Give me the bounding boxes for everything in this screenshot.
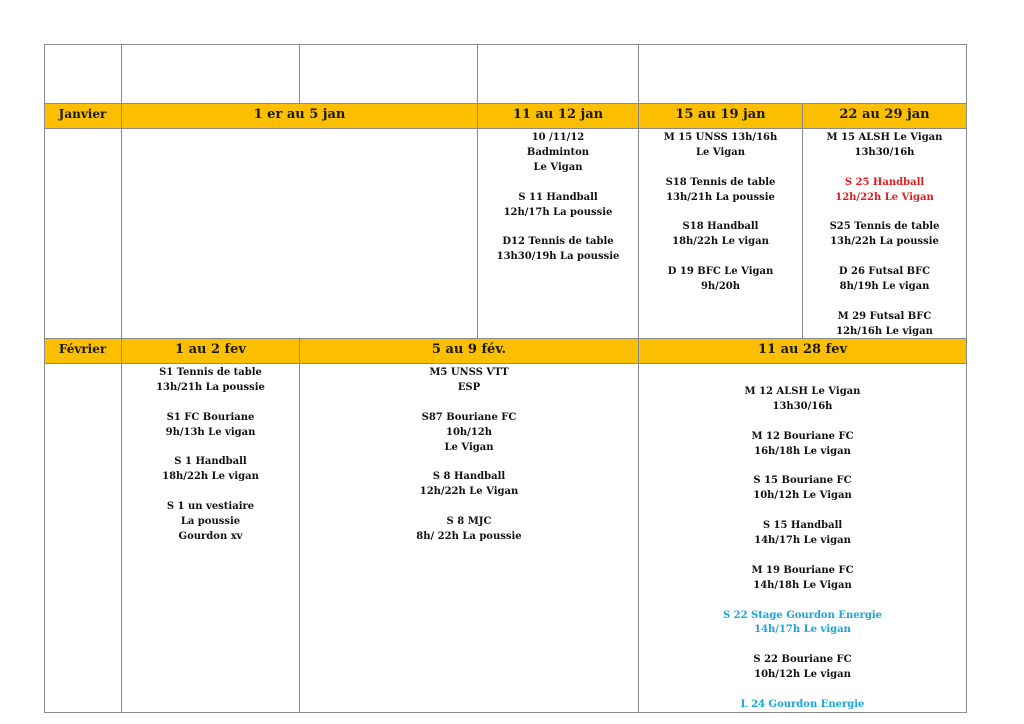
event-line: 14h/18h Le Vigan — [753, 579, 852, 591]
event-line: D 19 BFC Le Vigan — [667, 266, 774, 278]
grid-line — [44, 103, 967, 104]
event-line: 8h/19h Le vigan — [839, 281, 930, 293]
event-line: 14h/17h Le vigan — [754, 535, 851, 547]
event-line: 8h/ 22h La poussie — [416, 530, 522, 542]
event-line: 9h/20h — [700, 281, 741, 293]
period-header: 11 au 12 jan — [512, 107, 604, 122]
event-entry — [639, 519, 966, 549]
event-entry — [803, 131, 966, 161]
event-line: S 11 Handball — [518, 191, 598, 203]
event-line: ESP — [457, 381, 481, 393]
events-11-28-fev — [639, 385, 966, 713]
event-line: S1 FC Bouriane — [166, 411, 255, 423]
event-line: M 19 Bouriane FC — [751, 564, 854, 576]
event-line: 18h/22h Le vigan — [672, 236, 769, 248]
event-line: 10h/12h — [445, 426, 493, 438]
event-line: S 15 Bouriane FC — [753, 475, 852, 487]
period-header: 1 er au 5 jan — [253, 107, 346, 122]
grid-line — [44, 363, 967, 364]
event-entry — [639, 220, 802, 250]
grid-line — [966, 44, 967, 713]
event-line: S 25 Handball — [844, 176, 925, 188]
event-line: M 15 ALSH Le Vigan — [826, 132, 943, 143]
month-label-fevrier: Février — [58, 342, 107, 356]
event-line: S18 Tennis de table — [665, 176, 776, 188]
event-entry-highlighted — [639, 609, 966, 639]
event-line: M 15 UNSS 13h/16h — [663, 132, 778, 143]
event-entry — [122, 411, 299, 441]
event-entry — [300, 366, 638, 396]
event-line: M 12 Bouriane FC — [751, 430, 854, 442]
event-line: 18h/22h Le vigan — [162, 471, 259, 483]
event-line: S25 Tennis de table — [829, 221, 940, 233]
event-line: Badminton — [526, 146, 590, 158]
event-line: 13h/21h La poussie — [666, 191, 775, 203]
events-22-29-jan — [803, 131, 966, 340]
event-line: S 1 un vestiaire — [166, 501, 255, 513]
event-line: S 15 Handball — [762, 520, 843, 532]
event-line: 10 /11/12 — [531, 132, 585, 143]
event-line: S 22 Bouriane FC — [753, 654, 852, 666]
period-header: 5 au 9 fév. — [431, 342, 507, 357]
event-line: M 12 ALSH Le Vigan — [744, 386, 861, 397]
event-entry-highlighted — [803, 176, 966, 206]
event-entry — [300, 470, 638, 500]
period-header: 15 au 19 jan — [675, 107, 766, 122]
event-line: La poussie — [180, 516, 241, 528]
event-entry — [122, 500, 299, 545]
event-line: 16h/18h Le vigan — [754, 445, 851, 457]
event-line: 13h30/19h La poussie — [496, 251, 620, 263]
event-line: Le Vigan — [533, 161, 583, 173]
event-line: 12h/22h Le Vigan — [419, 486, 519, 498]
event-line: M 29 Futsal BFC — [837, 310, 932, 322]
event-entry — [639, 176, 802, 206]
event-entry — [300, 515, 638, 545]
event-line: 13h30/16h — [854, 146, 915, 158]
event-line: D 26 Futsal BFC — [838, 266, 931, 278]
event-entry — [122, 366, 299, 396]
events-5-9-fev — [300, 366, 638, 560]
event-line: S87 Bouriane FC — [421, 411, 517, 423]
period-header: 22 au 29 jan — [839, 107, 930, 122]
events-15-19-jan — [639, 131, 802, 310]
event-line: S 8 MJC — [446, 516, 492, 528]
event-line: 10h/12h Le Vigan — [753, 490, 852, 502]
event-entry — [803, 220, 966, 250]
event-line: 10h/12h Le vigan — [754, 669, 851, 681]
event-line: M5 UNSS VTT — [429, 367, 509, 378]
event-line: S1 Tennis de table — [159, 367, 262, 378]
event-entry — [478, 235, 638, 265]
event-line: S 1 Handball — [174, 456, 247, 468]
event-line: 13h/22h La poussie — [830, 236, 939, 248]
event-line: Le Vigan — [444, 441, 494, 453]
event-entry — [639, 131, 802, 161]
event-line: D12 Tennis de table — [502, 236, 614, 248]
event-line: 12h/17h La poussie — [503, 206, 613, 218]
event-entry — [478, 191, 638, 221]
event-line: L 24 Gourdon Energie — [740, 698, 865, 710]
event-entry — [639, 265, 802, 295]
event-entry — [639, 430, 966, 460]
event-entry — [639, 474, 966, 504]
grid-line — [44, 128, 967, 129]
event-line: 12h/16h Le vigan — [836, 325, 933, 337]
event-entry — [478, 131, 638, 176]
period-header: 11 au 28 fev — [757, 342, 848, 357]
event-line: Le Vigan — [696, 146, 745, 158]
event-line: 14h/17h Le vigan — [754, 624, 851, 636]
event-line: S 8 Handball — [432, 471, 506, 483]
event-entry — [803, 265, 966, 295]
event-line: Gourdon xv — [178, 530, 243, 542]
event-line: S18 Handball — [682, 221, 759, 233]
event-entry — [300, 411, 638, 456]
event-line: 9h/13h Le vigan — [165, 426, 256, 438]
events-11-12-jan — [478, 131, 638, 280]
event-entry — [122, 455, 299, 485]
events-1-2-fev — [122, 366, 299, 560]
event-line: S 22 Stage Gourdon Energie — [722, 609, 883, 621]
event-line: 12h/22h Le Vigan — [835, 191, 934, 203]
event-line: 13h30/16h — [772, 400, 833, 412]
event-entry — [639, 653, 966, 683]
grid-line — [44, 44, 967, 45]
event-entry — [803, 310, 966, 340]
grid-line — [44, 44, 45, 713]
event-line: 13h/21h La poussie — [156, 381, 265, 393]
event-entry-highlighted — [639, 698, 966, 713]
event-entry — [639, 564, 966, 594]
period-header: 1 au 2 fev — [175, 342, 246, 357]
event-entry — [639, 385, 966, 415]
grid-line — [299, 44, 300, 104]
month-label-janvier: Janvier — [58, 107, 107, 121]
